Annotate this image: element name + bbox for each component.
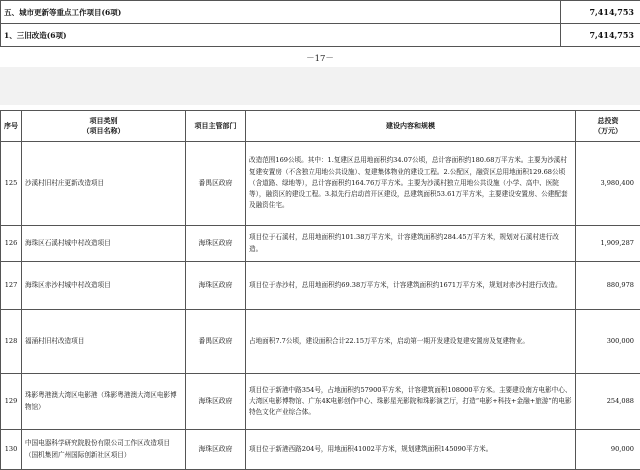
header-invest-line2: （万元） [579, 126, 637, 136]
header-seq: 序号 [1, 111, 22, 142]
row-dept: 海珠区政府 [186, 374, 246, 430]
row-invest: 1,909,287 [576, 226, 640, 262]
header-category [22, 111, 186, 142]
summary-label: 五、城市更新等重点工作项目(6项) [1, 1, 561, 24]
header-category-line2: （项目名称） [25, 126, 182, 136]
table-row [1, 374, 640, 430]
project-table [0, 110, 640, 470]
row-name: 中国电器科学研究院股份有限公司工作区改造项目（国机集团广州国际创新社区项目） [22, 430, 186, 470]
row-dept: 番禺区政府 [186, 142, 246, 226]
row-name: 沙溪村旧村庄更新改造项目 [22, 142, 186, 226]
row-seq: 129 [1, 374, 22, 430]
row-content: 项目位于新港中路354号，占地面积约57900平方米，计容建筑面积108000平方米。主要建设南方电影中心、大湾区电影博物馆、广东4K电影创作中心、珠影星光影院和珠影演艺厅，打造“电影+科技+金融+旅游”的电影特色文化产业综合体。 [246, 374, 576, 430]
table-row [1, 430, 640, 470]
summary-value: 7,414,753 [561, 1, 640, 24]
header-dept: 项目主管部门 [186, 111, 246, 142]
row-dept: 海珠区政府 [186, 262, 246, 310]
table-header-row [1, 111, 640, 142]
row-name: 海珠区石溪村城中村改造项目 [22, 226, 186, 262]
row-invest: 880,978 [576, 262, 640, 310]
row-seq: 127 [1, 262, 22, 310]
row-dept: 海珠区政府 [186, 430, 246, 470]
header-content: 建设内容和规模 [246, 111, 576, 142]
row-content: 项目位于赤沙村，总用地面积约69.38万平方米，计容建筑面积约1671万平方米，规划对赤沙村进行改造。 [246, 262, 576, 310]
header-invest-line1: 总投资 [579, 116, 637, 126]
table-row [1, 262, 640, 310]
row-content: 改造范围169公顷。其中：1.复建区总用地面积约34.07公顷，总计容面积约180.68万平方米。主要为沙溪村复建安置房（不含独立用地公共设施）、复建集体物业的建设工程。2.公配区，融资区总用地面积129.68公顷（含道路、绿地等），总计容面积约164.76万平方米。主要为沙溪村独立用地公共设施（小学、高中、医院等），融资区的建设工程。3.拟先行启动首开区建设，总建筑面积53.61万平方米，主要建设安置房、公建配套及融资住宅。 [246, 142, 576, 226]
row-dept: 海珠区政府 [186, 226, 246, 262]
row-name: 珠影粤港澳大湾区电影港（珠影粤港澳大湾区电影博物馆） [22, 374, 186, 430]
page-separator [0, 67, 640, 105]
summary-table [0, 0, 640, 47]
table-row [1, 310, 640, 374]
row-seq: 128 [1, 310, 22, 374]
summary-value: 7,414,753 [561, 24, 640, 47]
page-number: －17－ [0, 52, 640, 64]
row-seq: 126 [1, 226, 22, 262]
table-row [1, 142, 640, 226]
row-content: 项目位于石溪村，总用地面积约101.38万平方米，计容建筑面积约284.45万平方米，规划对石溪村进行改造。 [246, 226, 576, 262]
row-content: 占地面积7.7公顷，建设面积合计22.15万平方米，启动第一期开发建设复建安置房及复建物业。 [246, 310, 576, 374]
row-content: 项目位于新港西路204号，用地面积41002平方米，规划建筑面积145090平方米。 [246, 430, 576, 470]
table-row [1, 226, 640, 262]
header-category-line1: 项目类别 [25, 116, 182, 126]
row-invest: 3,980,400 [576, 142, 640, 226]
summary-row-subcategory [1, 24, 640, 47]
row-dept: 番禺区政府 [186, 310, 246, 374]
row-name: 福涌村旧村改造项目 [22, 310, 186, 374]
row-invest: 254,088 [576, 374, 640, 430]
header-invest [576, 111, 640, 142]
row-invest: 300,000 [576, 310, 640, 374]
row-invest: 90,000 [576, 430, 640, 470]
row-seq: 125 [1, 142, 22, 226]
row-name: 海珠区赤沙村城中村改造项目 [22, 262, 186, 310]
summary-label: 1、三旧改造(6项) [1, 24, 561, 47]
summary-row-category [1, 1, 640, 24]
row-seq: 130 [1, 430, 22, 470]
